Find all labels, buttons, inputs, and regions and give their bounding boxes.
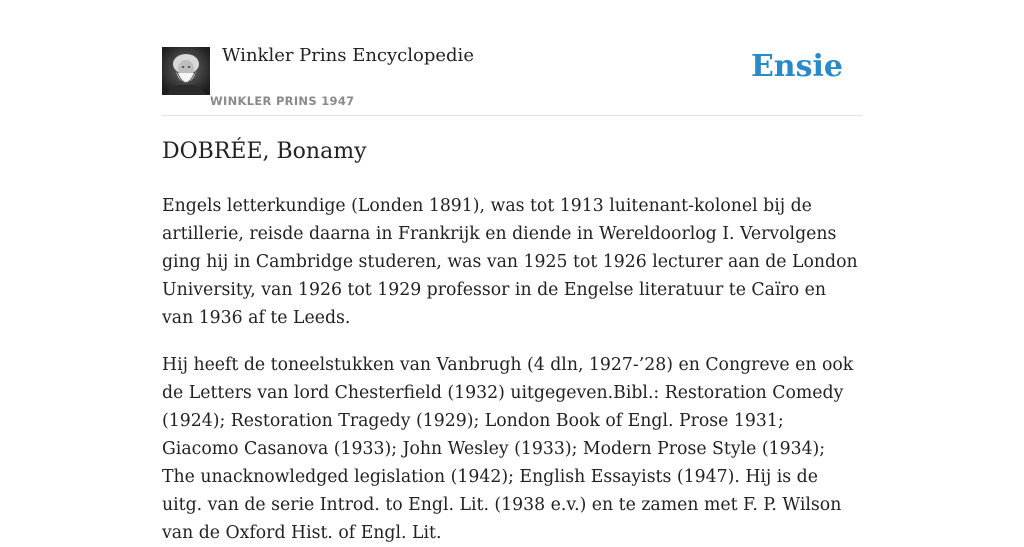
page-title: DOBRÉE, Bonamy (162, 139, 367, 164)
site-name[interactable]: Winkler Prins Encyclopedie (222, 45, 474, 66)
article-paragraph: Hij heeft de toneelstukken van Vanbrugh (4 dln, 1927-’28) en Congreve en ook de Letters van lord Chesterfield (1932) uitgegeven.Bibl.: Restoration Comedy (1924); Restoration Tragedy (1929); London Book of Engl. Prose 1931; Giacomo Casanova (1933); John Wesley (1933); Modern Prose Style (1934); The unacknowledged legislation (1942); English Essayists (1947). Hij is de uitg. van de serie Introd. to Engl. Lit. (1938 e.v.) en te zamen met F. P. Wilson van de Oxford Hist. of Engl. Lit. (162, 355, 854, 543)
content-container (162, 0, 862, 543)
site-header (162, 0, 862, 116)
ensie-logo[interactable]: Ensie (750, 49, 843, 84)
edition-subtitle: WINKLER PRINS 1947 (210, 94, 355, 108)
article-paragraph: Engels letterkundige (Londen 1891), was tot 1913 luitenant-kolonel bij de artillerie, reisde daarna in Frankrijk en diende in Wereldoorlog I. Vervolgens ging hij in Cambridge studeren, was van 1925 tot 1926 lecturer aan de London University, van 1926 tot 1929 professor in de Engelse literatuur te Caïro en van 1936 af te Leeds. (162, 196, 858, 328)
portrait-avatar-icon (162, 47, 210, 95)
avatar[interactable] (162, 47, 210, 95)
